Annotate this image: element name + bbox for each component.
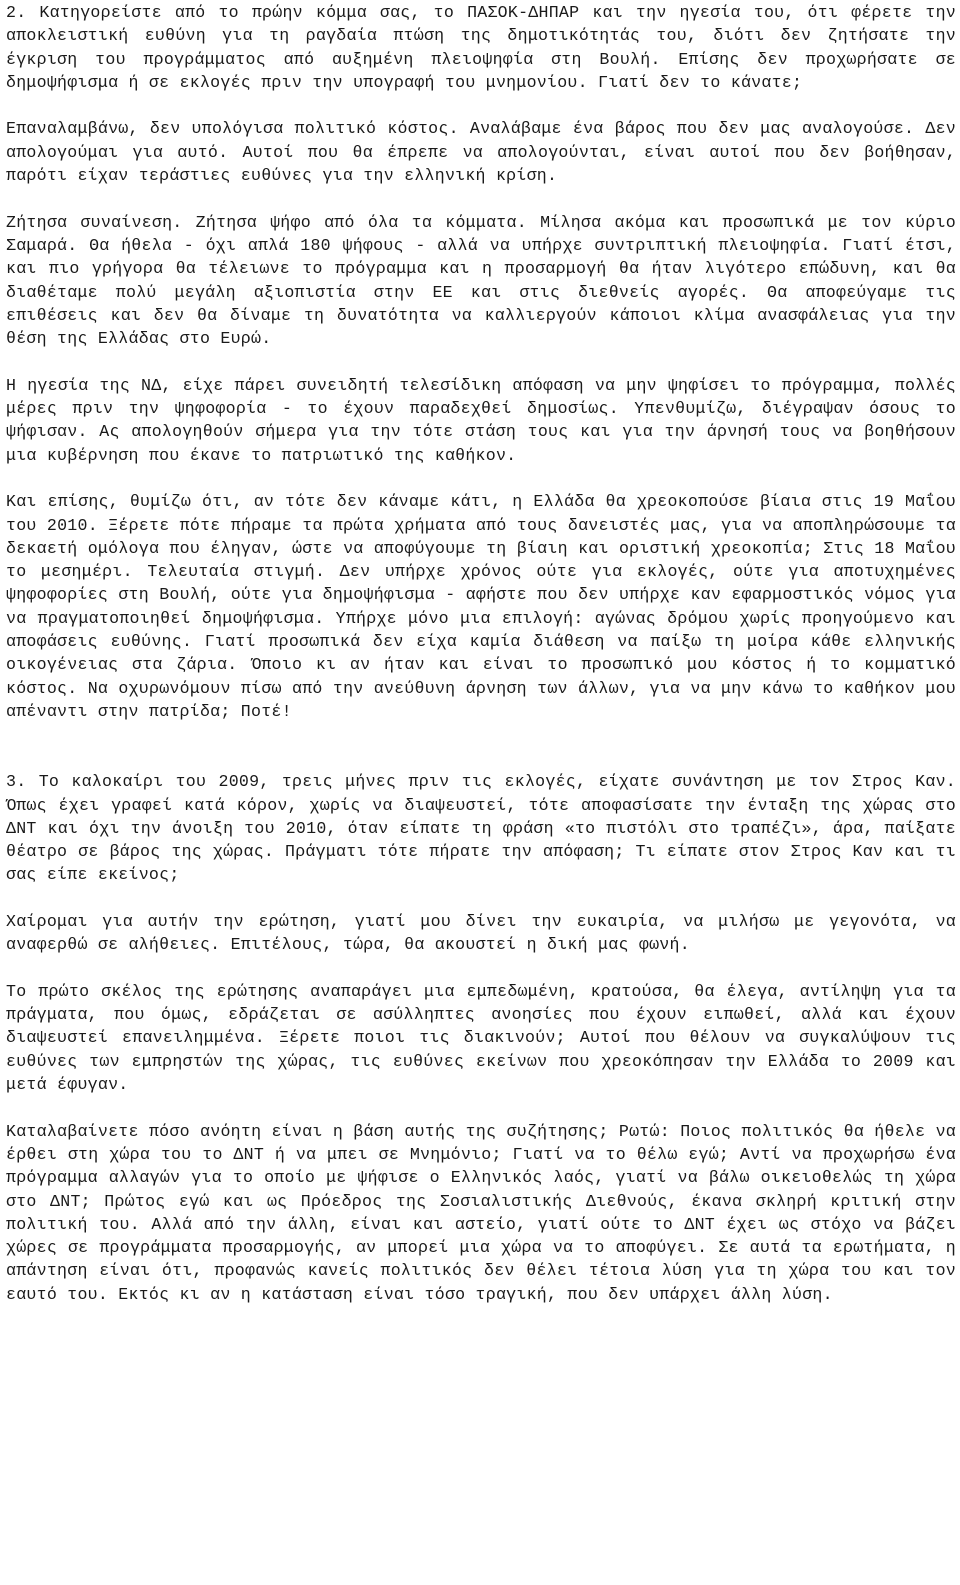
question-2-paragraph: 2. Κατηγορείστε από το πρώην κόμμα σας, το ΠΑΣΟΚ-ΔΗΠΑΡ και την ηγεσία του, ότι φέρετε την αποκλειστική ευθύνη για τη ραγδαία πτώση της δημοτικότητάς του, διότι δεν ζητήσατε την έγκριση του προγράμματος από αυξημένη πλειοψηφία στη Βουλή. Επίσης δεν προχωρήσατε σε δημοψήφισμα ή σε εκλογές πριν την υπογραφή του μνημονίου. Γιατί δεν το κάνατε;: [6, 3, 956, 92]
answer-paragraph-first-part: Το πρώτο σκέλος της ερώτησης αναπαράγει μια εμπεδωμένη, κρατούσα, θα έλεγα, αντίληψη για τα πράγματα, που όμως, εδράζεται σε ασύλληπτες ανοησίες που έχουν ειπωθεί, αλλά και έχουν διαψευστεί επανειλημμένα. Ξέρετε ποιοι τις διακινούν; Αυτοί που θέλουν να συγκαλύψουν τις ευθύνες των εμπρηστών της χώρας, τις ευθύνες εκείνων που χρεοκόπησαν την Ελλάδα το 2009 και μετά έφυγαν.: [6, 981, 956, 1095]
answer-paragraph-nd-leadership: Η ηγεσία της ΝΔ, είχε πάρει συνειδητή τελεσίδικη απόφαση να μην ψηφίσει το πρόγραμμα, πολλές μέρες πριν την ψηφοφορία - το έχουν παραδεχθεί δημοσίως. Υπενθυμίζω, διέγραψαν όσους το ψήφισαν. Ας απολογηθούν σήμερα για την τότε στάση τους και για την άρνησή τους να βοηθήσουν μια κυβέρνηση που έκανε το πατριωτικό της καθήκον.: [6, 375, 956, 465]
answer-paragraph-political-cost: Επαναλαμβάνω, δεν υπολόγισα πολιτικό κόστος. Αναλάβαμε ένα βάρος που δεν μας αναλογούσε. Δεν απολογούμαι για αυτό. Αυτοί που θα έπρεπε να απολογούνται, είναι αυτοί που δεν βοήθησαν, παρότι είχαν τεράστιες ευθύνες για την ελληνική κρίση.: [6, 119, 956, 186]
answer-paragraph-consensus: Ζήτησα συναίνεση. Ζήτησα ψήφο από όλα τα κόμματα. Μίλησα ακόμα και προσωπικά με τον κύριο Σαμαρά. Θα ήθελα - όχι απλά 180 ψήφους - αλλά να υπήρχε συντριπτική πλειοψηφία. Γιατί έτσι, και πιο γρήγορα θα τέλειωνε το πρόγραμμα και η προσαρμογή θα ήταν λιγότερο επώδυνη, και θα διαθέταμε πολύ μεγάλη αξιοπιστία στην ΕΕ και στις διεθνείς αγορές. Θα αποφεύγαμε τις επιθέσεις και δεν θα δίναμε τη δυνατότητα να καλλιεργούν κάποιοι κλίμα ανασφάλειας για την θέση της Ελλάδας στο Ευρώ.: [6, 212, 956, 349]
answer-paragraph-imf: Καταλαβαίνετε πόσο ανόητη είναι η βάση αυτής της συζήτησης; Ρωτώ: Ποιος πολιτικός θα ήθελε να έρθει στη χώρα του το ΔΝΤ ή να μπει σε Μνημόνιο; Γιατί να το θέλω εγώ; Αντί να προχωρήσω ένα πρόγραμμα αλλαγών για το οποίο με ψήφισε ο Ελληνικός λαός, γιατί να βάλω οικειοθελώς τη χώρα στο ΔΝΤ; Πρώτος εγώ και ως Πρόεδρος της Σοσιαλιστικής Διεθνούς, έκανα σκληρή κριτική στην πολιτική του. Αλλά από την άλλη, είναι και αστείο, γιατί ούτε το ΔΝΤ έχει ως στόχο να βάζει χώρες σε προγράμματα προσαρμογής, αν μπορεί μια χώρα να το αποφύγει. Σε αυτά τα ερωτήματα, η απάντηση είναι ότι, προφανώς κανείς πολιτικός δεν θέλει τέτοια λύση για τη χώρα του και τον εαυτό του. Εκτός κι αν η κατάσταση είναι τόσο τραγική, που δεν υπάρχει άλλη λύση.: [6, 1121, 956, 1304]
document-page: [6, 1, 956, 1306]
answer-paragraph-bankruptcy: Και επίσης, θυμίζω ότι, αν τότε δεν κάναμε κάτι, η Ελλάδα θα χρεοκοπούσε βίαια στις 19 Μαΐου του 2010. Ξέρετε πότε πήραμε τα πρώτα χρήματα από τους δανειστές μας, για να αποπληρώσουμε τα δεκαετή ομόλογα που έληγαν, ώστε να αποφύγουμε τη βίαιη και οριστική χρεοκοπία; Στις 18 Μαΐου το μεσημέρι. Τελευταία στιγμή. Δεν υπήρχε χρόνος ούτε για εκλογές, ούτε για αποτυχημένες ψηφοφορίες στη Βουλή, ούτε για δημοψήφισμα - αφήστε που δεν υπήρχε καν εφαρμοστικός νόμος για να πραγματοποιηθεί δημοψήφισμα. Υπήρχε μόνο μια επιλογή: αγώνας δρόμου χωρίς προηγούμενο και αποφάσεις ευθύνης. Γιατί προσωπικά δεν είχα καμία διάθεση να παίξω τη μοίρα κάθε ελληνικής οικογένειας στα ζάρια. Όποιο κι αν ήταν και είναι το προσωπικό μου κόστος ή το κομματικό κόστος. Να οχυρωνόμουν πίσω από την ανεύθυνη άρνηση των άλλων, για να μην κάνω το καθήκον μου απέναντι στην πατρίδα; Ποτέ!: [6, 492, 956, 721]
question-3-paragraph: 3. Το καλοκαίρι του 2009, τρεις μήνες πριν τις εκλογές, είχατε συνάντηση με τον Στρος Καν. Όπως έχει γραφεί κατά κόρον, χωρίς να διαψευστεί, τότε αποφασίσατε την ένταξη της χώρας στο ΔΝΤ και όχι την άνοιξη του 2010, όταν είπατε τη φράση «το πιστόλι στο τραπέζι», άρα, παίξατε θέατρο σε βάρος της χώρας. Πράγματι τότε πήρατε την απόφαση; Τι είπατε στον Στρος Καν και τι σας είπε εκείνος;: [6, 772, 956, 885]
answer-paragraph-glad: Χαίρομαι για αυτήν την ερώτηση, γιατί μου δίνει την ευκαιρία, να μιλήσω με γεγονότα, να αναφερθώ σε αλήθειες. Επιτέλους, τώρα, θα ακουστεί η δική μας φωνή.: [6, 911, 956, 955]
